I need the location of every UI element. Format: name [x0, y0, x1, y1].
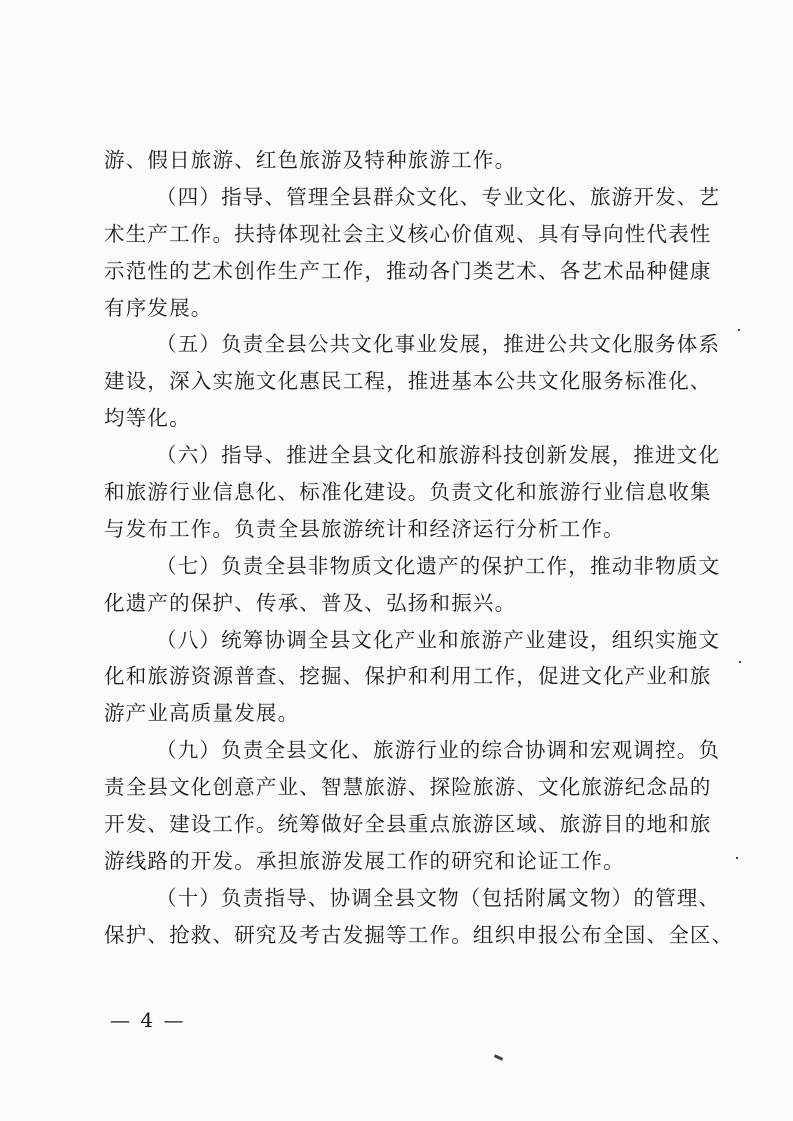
paragraph-4-start: （四）指导、管理全县群众文化、专业文化、旅游开发、艺 [156, 184, 721, 209]
text-line: 和旅游行业信息化、标准化建设。负责文化和旅游行业信息收集 [104, 480, 712, 505]
page-number: — 4 — [110, 1008, 186, 1032]
scan-speck [736, 857, 738, 859]
text-line: 开发、建设工作。统筹做好全县重点旅游区域、旅游目的地和旅 [104, 812, 712, 837]
text-line: 有序发展。 [104, 295, 213, 320]
text-line: 化和旅游资源普查、挖掘、保护和利用工作，促进文化产业和旅 [104, 664, 712, 689]
document-body [104, 142, 734, 954]
scan-speck [739, 661, 741, 663]
text-line: 游、假日旅游、红色旅游及特种旅游工作。 [104, 148, 517, 172]
scan-speck [738, 329, 740, 331]
scan-speck [494, 1054, 503, 1061]
text-line: 责全县文化创意产业、智慧旅游、探险旅游、文化旅游纪念品的 [104, 775, 712, 800]
text-line: 建设，深入实施文化惠民工程，推进基本公共文化服务标准化、 [104, 369, 712, 394]
text-line: 与发布工作。负责全县旅游统计和经济运行分析工作。 [104, 516, 625, 541]
paragraph-6-start: （六）指导、推进全县文化和旅游科技创新发展，推进文化 [156, 443, 721, 468]
paragraph-5-start: （五）负责全县公共文化事业发展，推进公共文化服务体系 [156, 332, 721, 357]
paragraph-7-start: （七）负责全县非物质文化遗产的保护工作，推动非物质文 [156, 553, 721, 578]
paragraph-9-start: （九）负责全县文化、旅游行业的综合协调和宏观调控。负 [156, 738, 721, 763]
text-line: 游产业高质量发展。 [104, 701, 300, 726]
text-line: 保护、抢救、研究及考古发掘等工作。组织申报公布全国、全区、 [104, 922, 734, 947]
paragraph-8-start: （八）统筹协调全县文化产业和旅游产业建设，组织实施文 [156, 627, 721, 652]
text-line: 游线路的开发。承担旅游发展工作的研究和论证工作。 [104, 848, 625, 873]
text-line: 化遗产的保护、传承、普及、弘扬和振兴。 [104, 590, 517, 615]
paragraph-10-start: （十）负责指导、协调全县文物（包括附属文物）的管理、 [156, 885, 721, 910]
text-line: 术生产工作。扶持体现社会主义核心价值观、具有导向性代表性 [104, 221, 712, 246]
text-line: 示范性的艺术创作生产工作，推动各门类艺术、各艺术品种健康 [104, 258, 712, 283]
text-line: 均等化。 [104, 406, 191, 431]
